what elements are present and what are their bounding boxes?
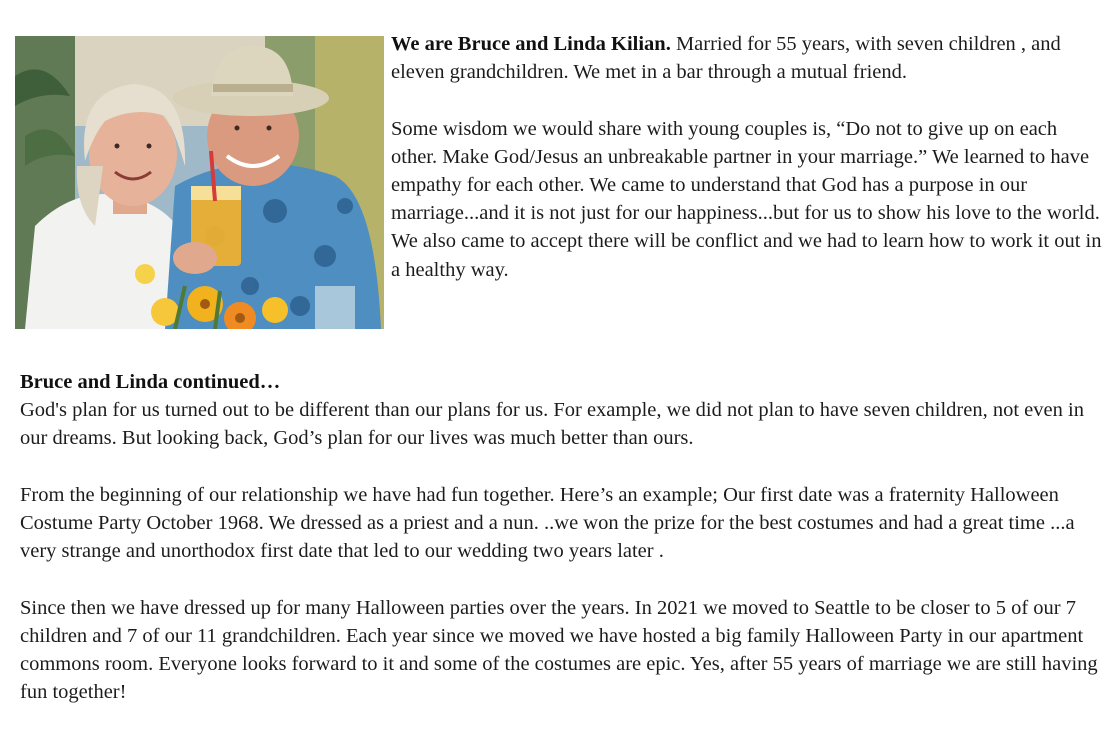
- continued-section: [20, 368, 1105, 706]
- paragraph-gap: [20, 565, 1105, 593]
- continued-paragraph-1: God's plan for us turned out to be different than our plans for us. For example, we did not plan to have seven children, not even in our dreams. But looking back, God’s plan for our lives was much better than ours.: [20, 399, 1084, 450]
- intro-heading: We are Bruce and Linda Kilian.: [391, 33, 671, 55]
- intro-paragraph-1-text: Married for 55 years, with seven children , and eleven grandchildren. We met in a bar through a mutual friend.: [391, 33, 1061, 84]
- paragraph-gap: [20, 453, 1105, 481]
- intro-paragraph-1: [391, 30, 1103, 86]
- couple-photo: [15, 36, 384, 329]
- paragraph-gap: [391, 86, 1103, 114]
- continued-paragraph-3: Since then we have dressed up for many Halloween parties over the years. In 2021 we moved to Seattle to be closer to 5 of our 7 children and 7 of our 11 grandchildren. Each year since we moved we have hosted a big family Halloween Party in our apartment commons room. Everyone looks forward to it and some of the costumes are epic. Yes, after 55 years of marriage we are still having fun together!: [20, 596, 1098, 704]
- intro-paragraph-2: Some wisdom we would share with young couples is, “Do not to give up on each other. Make God/Jesus an unbreakable partner in your marriage.” We learned to have empathy for each other. We came to understand that God has a purpose in our marriage...and it is not just for our happiness...but for us to show his love to the world. We also came to accept there will be conflict and we had to learn how to work it out in a healthy way.: [391, 117, 1102, 281]
- continued-heading: Bruce and Linda continued…: [20, 371, 281, 393]
- continued-heading-line: [20, 368, 1105, 396]
- couple-photo-illustration: [15, 36, 384, 329]
- intro-section: [391, 30, 1103, 284]
- continued-paragraph-2: From the beginning of our relationship we have had fun together. Here’s an example; Our first date was a fraternity Halloween Costume Party October 1968. We dressed as a priest and a nun. ..we won the prize for the best costumes and had a great time ...a very strange and unorthodox first date that led to our wedding two years later .: [20, 483, 1075, 563]
